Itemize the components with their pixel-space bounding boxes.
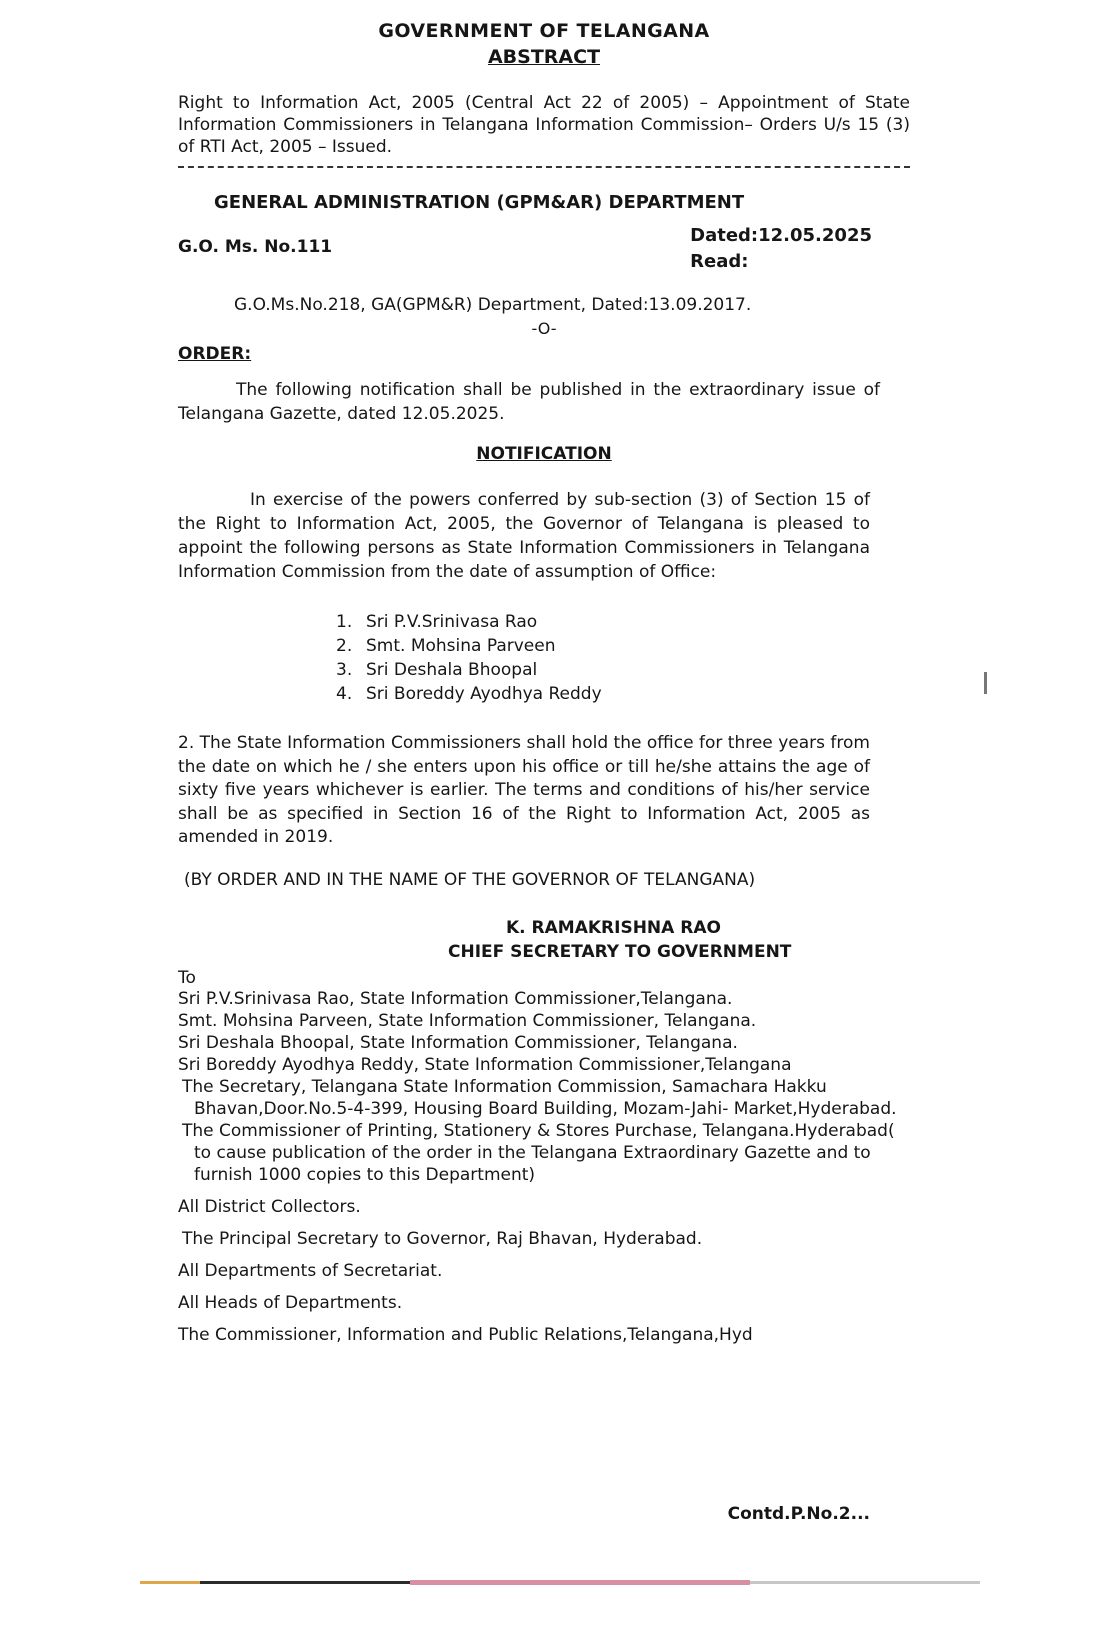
go-header-row bbox=[178, 223, 910, 273]
scan-edge-segment bbox=[750, 1581, 980, 1584]
scan-edge-segment bbox=[410, 1580, 750, 1585]
scan-edge-segment bbox=[200, 1581, 410, 1584]
dated-block bbox=[690, 223, 872, 275]
terms-paragraph: 2. The State Information Commissioners shall hold the office for three years from the date on which he / she enters upon his office or till he/she attains the age of sixty five years whichever is earlier. The terms and conditions of his/her service shall be as specified in Section 16 of the Right to Information Act, 2005 as amended in 2019. bbox=[178, 733, 870, 847]
abstract-text: Right to Information Act, 2005 (Central Act 22 of 2005) – Appointment of State Information Commissioners in Telangana Information Commission– Orders U/s 15 (3) of RTI Act, 2005 – Issued. bbox=[178, 93, 910, 157]
list-item bbox=[336, 682, 910, 706]
scan-edge-artifact bbox=[140, 1580, 1000, 1586]
list-item: Sri P.V.Srinivasa Rao, State Information Commissioner,Telangana. bbox=[178, 988, 733, 1009]
department-title: GENERAL ADMINISTRATION (GPM&AR) DEPARTMENT bbox=[214, 192, 745, 213]
appointee-name: Sri Deshala Bhoopal bbox=[366, 660, 538, 680]
list-item-number: 4. bbox=[336, 684, 353, 704]
list-item: The Secretary, Telangana State Information Commission, Samachara Hakku Bhavan,Door.No.5-4-399, Housing Board Building, Mozam-Jahi- Market,Hyderabad. bbox=[182, 1076, 897, 1119]
list-item: All Heads of Departments. bbox=[178, 1292, 403, 1313]
order-text: The following notification shall be published in the extraordinary issue of Telangana Gazette, dated 12.05.2025. bbox=[178, 380, 880, 424]
appointee-name: Sri Boreddy Ayodhya Reddy bbox=[366, 684, 602, 704]
continued-marker: Contd.P.No.2... bbox=[727, 1504, 870, 1524]
read-reference: G.O.Ms.No.218, GA(GPM&R) Department, Dated:13.09.2017. bbox=[234, 295, 752, 315]
signatory-title: CHIEF SECRETARY TO GOVERNMENT bbox=[448, 941, 792, 962]
appointee-name: Sri P.V.Srinivasa Rao bbox=[366, 612, 538, 632]
separator-mark: -O- bbox=[531, 319, 557, 338]
list-item bbox=[336, 634, 910, 658]
abstract-heading: ABSTRACT bbox=[487, 46, 601, 68]
list-item bbox=[336, 610, 910, 634]
scan-edge-segment bbox=[140, 1581, 200, 1584]
list-item: Sri Boreddy Ayodhya Reddy, State Information Commissioner,Telangana bbox=[178, 1054, 792, 1075]
appointee-name: Smt. Mohsina Parveen bbox=[366, 636, 556, 656]
list-item: Smt. Mohsina Parveen, State Information Commissioner, Telangana. bbox=[178, 1010, 757, 1031]
list-item: The Commissioner, Information and Public Relations,Telangana,Hyd bbox=[178, 1324, 753, 1345]
list-item: The Commissioner of Printing, Stationery & Stores Purchase, Telangana.Hyderabad( to cause publication of the order in the Telangana Extraordinary Gazette and to furnish 1000 copies to this Department) bbox=[182, 1120, 895, 1185]
by-order-line: (BY ORDER AND IN THE NAME OF THE GOVERNOR OF TELANGANA) bbox=[184, 869, 756, 890]
list-item: All District Collectors. bbox=[178, 1196, 361, 1217]
list-item bbox=[336, 658, 910, 682]
distribution-list bbox=[178, 988, 910, 1346]
list-item: The Principal Secretary to Governor, Raj Bhavan, Hyderabad. bbox=[182, 1228, 703, 1249]
go-date: Dated:12.05.2025 bbox=[690, 225, 872, 246]
list-item-number: 2. bbox=[336, 636, 353, 656]
scan-margin-mark bbox=[984, 672, 987, 694]
list-item-number: 1. bbox=[336, 612, 353, 632]
order-heading: ORDER: bbox=[178, 344, 252, 364]
dashed-divider bbox=[178, 166, 910, 168]
signatory-name: K. RAMAKRISHNA RAO bbox=[506, 917, 721, 938]
notification-heading: NOTIFICATION bbox=[476, 444, 612, 464]
to-label: To bbox=[178, 967, 196, 988]
go-number: G.O. Ms. No.111 bbox=[178, 237, 333, 257]
list-item: All Departments of Secretariat. bbox=[178, 1260, 443, 1281]
government-title: GOVERNMENT OF TELANGANA bbox=[378, 20, 710, 42]
appointee-list bbox=[336, 610, 910, 706]
list-item-number: 3. bbox=[336, 660, 353, 680]
notification-text: In exercise of the powers conferred by sub-section (3) of Section 15 of the Right to Information Act, 2005, the Governor of Telangana is pleased to appoint the following persons as State Information Commissioners in Telangana Information Commission from the date of assumption of Office: bbox=[178, 490, 870, 582]
list-item: Sri Deshala Bhoopal, State Information Commissioner, Telangana. bbox=[178, 1032, 738, 1053]
government-order bbox=[178, 18, 910, 1346]
read-label: Read: bbox=[690, 251, 749, 272]
